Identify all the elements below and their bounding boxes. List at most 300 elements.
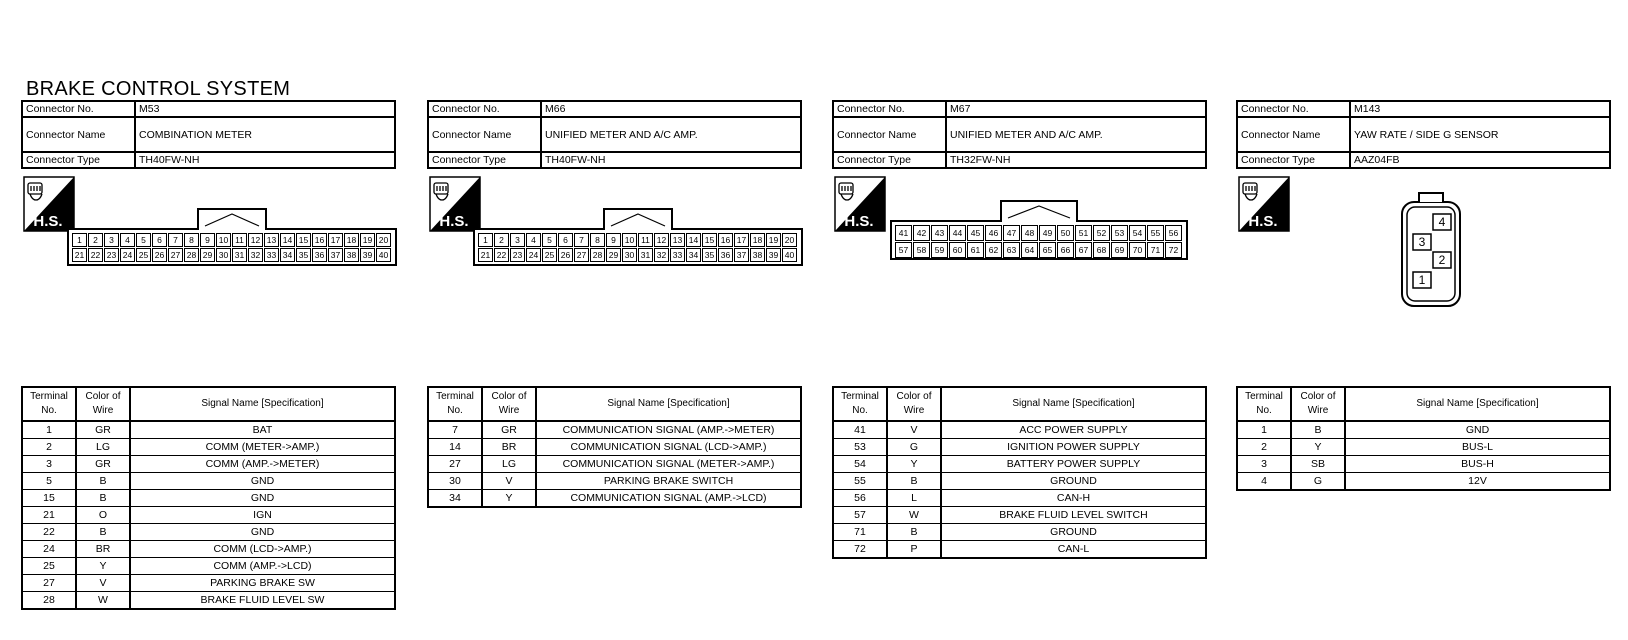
signal-name: PARKING BRAKE SW <box>130 575 395 592</box>
terminal-pin: 1 <box>478 233 493 247</box>
info-value-name: COMBINATION METER <box>135 117 395 152</box>
terminal-no: 27 <box>428 456 482 473</box>
header-terminal: Terminal No. <box>428 387 482 421</box>
signal-name: ACC POWER SUPPLY <box>941 421 1206 439</box>
harness-side-icon <box>23 176 75 232</box>
table-row <box>1237 456 1610 473</box>
sensor-pin-label: 2 <box>1438 253 1446 267</box>
terminal-pin: 13 <box>670 233 685 247</box>
connector-lock <box>197 208 267 230</box>
info-value-name: UNIFIED METER AND A/C AMP. <box>946 117 1206 152</box>
terminal-no: 7 <box>428 421 482 439</box>
wire-color: P <box>887 541 941 559</box>
sensor-pin-label: 4 <box>1438 215 1446 229</box>
terminal-pin: 5 <box>136 233 151 247</box>
header-color: Color of Wire <box>887 387 941 421</box>
table-row <box>22 421 395 439</box>
terminal-pin: 32 <box>248 248 263 262</box>
table-row <box>22 456 395 473</box>
terminal-pin: 10 <box>622 233 637 247</box>
lock-triangle-icon <box>1002 202 1076 220</box>
terminal-pin: 27 <box>168 248 183 262</box>
terminal-no: 2 <box>1237 439 1291 456</box>
signal-name: BRAKE FLUID LEVEL SWITCH <box>941 507 1206 524</box>
terminal-pin: 66 <box>1057 242 1074 258</box>
table-row <box>428 490 801 508</box>
terminal-pin: 39 <box>360 248 375 262</box>
hs-label: H.S. <box>33 213 63 230</box>
terminal-no: 41 <box>833 421 887 439</box>
terminal-no: 53 <box>833 439 887 456</box>
terminal-signal-table <box>21 386 396 610</box>
info-label: Connector No. <box>428 101 541 117</box>
terminal-pin: 21 <box>478 248 493 262</box>
header-terminal: Terminal No. <box>833 387 887 421</box>
terminal-pin: 22 <box>494 248 509 262</box>
terminal-pin: 7 <box>574 233 589 247</box>
terminal-pin: 12 <box>654 233 669 247</box>
connector-lock <box>1000 200 1078 222</box>
wire-color: L <box>887 490 941 507</box>
terminal-pin: 30 <box>216 248 231 262</box>
terminal-pin: 34 <box>686 248 701 262</box>
table-row <box>1237 473 1610 491</box>
terminal-no: 2 <box>22 439 76 456</box>
terminal-pin: 26 <box>152 248 167 262</box>
terminal-pin: 35 <box>296 248 311 262</box>
terminal-pin: 5 <box>542 233 557 247</box>
terminal-pin: 34 <box>280 248 295 262</box>
signal-name: BRAKE FLUID LEVEL SW <box>130 592 395 610</box>
wire-color: V <box>482 473 536 490</box>
header-signal: Signal Name [Specification] <box>941 387 1206 421</box>
terminal-no: 15 <box>22 490 76 507</box>
terminal-pin: 10 <box>216 233 231 247</box>
info-value-no: M67 <box>946 101 1206 117</box>
info-label: Connector Type <box>1237 152 1350 168</box>
terminal-pin: 27 <box>574 248 589 262</box>
info-value-type: TH40FW-NH <box>541 152 801 168</box>
lock-triangle-icon <box>199 210 265 228</box>
table-row <box>833 456 1206 473</box>
terminal-pin: 3 <box>104 233 119 247</box>
terminal-pin: 33 <box>670 248 685 262</box>
terminal-no: 55 <box>833 473 887 490</box>
terminal-pin: 67 <box>1075 242 1092 258</box>
terminal-pin: 22 <box>88 248 103 262</box>
table-row <box>22 592 395 610</box>
table-row <box>833 541 1206 559</box>
terminal-no: 25 <box>22 558 76 575</box>
terminal-pin: 44 <box>949 225 966 241</box>
terminal-pin: 48 <box>1021 225 1038 241</box>
terminal-no: 54 <box>833 456 887 473</box>
table-row <box>833 473 1206 490</box>
terminal-pin: 17 <box>734 233 749 247</box>
sensor-connector-face <box>1399 190 1463 308</box>
terminal-no: 21 <box>22 507 76 524</box>
connector-face <box>67 228 397 266</box>
signal-name: IGN <box>130 507 395 524</box>
terminal-pin: 40 <box>782 248 797 262</box>
hs-label: H.S. <box>439 213 469 230</box>
info-label: Connector Type <box>428 152 541 168</box>
wire-color: B <box>1291 421 1345 439</box>
terminal-pin: 20 <box>782 233 797 247</box>
terminal-pin: 26 <box>558 248 573 262</box>
table-row <box>22 541 395 558</box>
wire-color: W <box>76 592 130 610</box>
signal-name: CAN-H <box>941 490 1206 507</box>
connector-block-m66 <box>427 100 802 504</box>
signal-name: COMMUNICATION SIGNAL (AMP.->LCD) <box>536 490 801 508</box>
connector-diagram <box>832 176 1207 555</box>
signal-name: COMM (AMP.->METER) <box>130 456 395 473</box>
terminal-pin: 20 <box>376 233 391 247</box>
info-label: Connector No. <box>1237 101 1350 117</box>
wire-color: B <box>887 473 941 490</box>
table-row <box>833 490 1206 507</box>
terminal-pin: 28 <box>184 248 199 262</box>
table-row <box>1237 439 1610 456</box>
connector-block-m53 <box>21 100 396 606</box>
terminal-pin: 31 <box>638 248 653 262</box>
signal-name: COMMUNICATION SIGNAL (LCD->AMP.) <box>536 439 801 456</box>
terminal-pin: 71 <box>1147 242 1164 258</box>
connector-info-table <box>832 100 1207 169</box>
wire-color: G <box>887 439 941 456</box>
terminal-pin: 52 <box>1093 225 1110 241</box>
hs-label: H.S. <box>1248 213 1278 230</box>
table-row <box>428 456 801 473</box>
terminal-pin: 3 <box>510 233 525 247</box>
terminal-pin: 8 <box>590 233 605 247</box>
wire-color: O <box>76 507 130 524</box>
header-color: Color of Wire <box>482 387 536 421</box>
table-row <box>428 473 801 490</box>
terminal-pin: 32 <box>654 248 669 262</box>
terminal-pin: 41 <box>895 225 912 241</box>
terminal-pin: 63 <box>1003 242 1020 258</box>
terminal-no: 28 <box>22 592 76 610</box>
wire-color: BR <box>76 541 130 558</box>
terminal-pin: 49 <box>1039 225 1056 241</box>
wire-color: Y <box>76 558 130 575</box>
signal-name: BUS-H <box>1345 456 1610 473</box>
terminal-pin: 42 <box>913 225 930 241</box>
terminal-no: 22 <box>22 524 76 541</box>
wire-color: GR <box>482 421 536 439</box>
table-row <box>22 558 395 575</box>
terminal-signal-table <box>1236 386 1611 491</box>
terminal-pin: 43 <box>931 225 948 241</box>
signal-name: COMMUNICATION SIGNAL (METER->AMP.) <box>536 456 801 473</box>
sensor-pin-label: 1 <box>1418 273 1426 287</box>
terminal-pin: 68 <box>1093 242 1110 258</box>
header-signal: Signal Name [Specification] <box>536 387 801 421</box>
terminal-pin: 31 <box>232 248 247 262</box>
wire-color: LG <box>482 456 536 473</box>
terminal-pin: 47 <box>1003 225 1020 241</box>
terminal-pin: 38 <box>344 248 359 262</box>
info-label: Connector No. <box>833 101 946 117</box>
terminal-pin: 18 <box>344 233 359 247</box>
header-terminal: Terminal No. <box>1237 387 1291 421</box>
terminal-pin: 46 <box>985 225 1002 241</box>
pin-row <box>895 225 1183 241</box>
signal-name: COMMUNICATION SIGNAL (AMP.->METER) <box>536 421 801 439</box>
signal-name: GND <box>1345 421 1610 439</box>
signal-name: GROUND <box>941 473 1206 490</box>
signal-name: IGNITION POWER SUPPLY <box>941 439 1206 456</box>
terminal-pin: 14 <box>686 233 701 247</box>
terminal-pin: 70 <box>1129 242 1146 258</box>
terminal-pin: 9 <box>200 233 215 247</box>
terminal-pin: 72 <box>1165 242 1182 258</box>
terminal-pin: 35 <box>702 248 717 262</box>
table-row <box>833 421 1206 439</box>
hs-label: H.S. <box>844 213 874 230</box>
terminal-pin: 51 <box>1075 225 1092 241</box>
terminal-pin: 1 <box>72 233 87 247</box>
terminal-pin: 8 <box>184 233 199 247</box>
terminal-pin: 55 <box>1147 225 1164 241</box>
connector-diagram <box>21 176 396 606</box>
terminal-no: 24 <box>22 541 76 558</box>
info-label: Connector Name <box>833 117 946 152</box>
connector-diagram <box>1236 176 1611 487</box>
terminal-no: 14 <box>428 439 482 456</box>
signal-name: 12V <box>1345 473 1610 491</box>
table-row <box>22 507 395 524</box>
terminal-pin: 45 <box>967 225 984 241</box>
table-row <box>833 507 1206 524</box>
wire-color: B <box>76 473 130 490</box>
signal-name: BUS-L <box>1345 439 1610 456</box>
terminal-pin: 56 <box>1165 225 1182 241</box>
terminal-pin: 16 <box>312 233 327 247</box>
wire-color: Y <box>887 456 941 473</box>
table-row <box>833 524 1206 541</box>
info-label: Connector Name <box>22 117 135 152</box>
terminal-pin: 29 <box>606 248 621 262</box>
wire-color: Y <box>1291 439 1345 456</box>
signal-name: CAN-L <box>941 541 1206 559</box>
terminal-pin: 29 <box>200 248 215 262</box>
info-label: Connector No. <box>22 101 135 117</box>
header-signal: Signal Name [Specification] <box>1345 387 1610 421</box>
signal-name: COMM (LCD->AMP.) <box>130 541 395 558</box>
terminal-pin: 4 <box>526 233 541 247</box>
terminal-pin: 33 <box>264 248 279 262</box>
terminal-pin: 37 <box>734 248 749 262</box>
terminal-pin: 24 <box>120 248 135 262</box>
terminal-pin: 4 <box>120 233 135 247</box>
header-signal: Signal Name [Specification] <box>130 387 395 421</box>
sensor-pin-label: 3 <box>1418 235 1426 249</box>
terminal-pin: 59 <box>931 242 948 258</box>
signal-name: GND <box>130 524 395 541</box>
table-row <box>22 524 395 541</box>
terminal-no: 30 <box>428 473 482 490</box>
terminal-pin: 57 <box>895 242 912 258</box>
connector-diagram <box>427 176 802 504</box>
pin-row <box>478 248 798 262</box>
wire-color: GR <box>76 456 130 473</box>
table-row <box>428 421 801 439</box>
terminal-no: 1 <box>1237 421 1291 439</box>
info-label: Connector Type <box>22 152 135 168</box>
wire-color: BR <box>482 439 536 456</box>
terminal-pin: 36 <box>718 248 733 262</box>
info-value-type: TH32FW-NH <box>946 152 1206 168</box>
connector-info-table <box>21 100 396 169</box>
terminal-pin: 13 <box>264 233 279 247</box>
wire-color: SB <box>1291 456 1345 473</box>
terminal-pin: 6 <box>558 233 573 247</box>
terminal-pin: 40 <box>376 248 391 262</box>
terminal-no: 71 <box>833 524 887 541</box>
info-value-no: M143 <box>1350 101 1610 117</box>
info-label: Connector Name <box>428 117 541 152</box>
harness-side-icon <box>834 176 886 232</box>
terminal-pin: 16 <box>718 233 733 247</box>
pin-row <box>478 233 798 247</box>
signal-name: BATTERY POWER SUPPLY <box>941 456 1206 473</box>
signal-name: GND <box>130 473 395 490</box>
connector-info-table <box>427 100 802 169</box>
terminal-pin: 17 <box>328 233 343 247</box>
pin-row <box>72 248 392 262</box>
terminal-no: 72 <box>833 541 887 559</box>
terminal-pin: 19 <box>360 233 375 247</box>
table-row <box>833 439 1206 456</box>
wire-color: V <box>76 575 130 592</box>
terminal-pin: 7 <box>168 233 183 247</box>
terminal-pin: 11 <box>232 233 247 247</box>
terminal-pin: 23 <box>510 248 525 262</box>
terminal-pin: 2 <box>88 233 103 247</box>
wire-color: B <box>887 524 941 541</box>
terminal-pin: 50 <box>1057 225 1074 241</box>
terminal-no: 57 <box>833 507 887 524</box>
info-label: Connector Type <box>833 152 946 168</box>
terminal-no: 27 <box>22 575 76 592</box>
terminal-pin: 6 <box>152 233 167 247</box>
terminal-pin: 11 <box>638 233 653 247</box>
table-row <box>22 439 395 456</box>
info-value-name: UNIFIED METER AND A/C AMP. <box>541 117 801 152</box>
table-row <box>22 575 395 592</box>
wire-color: LG <box>76 439 130 456</box>
terminal-pin: 23 <box>104 248 119 262</box>
terminal-pin: 9 <box>606 233 621 247</box>
harness-side-icon <box>429 176 481 232</box>
terminal-pin: 15 <box>702 233 717 247</box>
table-row <box>22 473 395 490</box>
terminal-signal-table <box>832 386 1207 559</box>
connector-info-table <box>1236 100 1611 169</box>
lock-triangle-icon <box>605 210 671 228</box>
signal-name: GND <box>130 490 395 507</box>
wire-color: W <box>887 507 941 524</box>
connector-face <box>473 228 803 266</box>
terminal-pin: 2 <box>494 233 509 247</box>
info-value-no: M66 <box>541 101 801 117</box>
terminal-pin: 38 <box>750 248 765 262</box>
terminal-pin: 69 <box>1111 242 1128 258</box>
terminal-pin: 39 <box>766 248 781 262</box>
connector-lock <box>603 208 673 230</box>
signal-name: COMM (AMP.->LCD) <box>130 558 395 575</box>
wire-color: V <box>887 421 941 439</box>
table-row <box>428 439 801 456</box>
info-value-type: TH40FW-NH <box>135 152 395 168</box>
terminal-pin: 25 <box>542 248 557 262</box>
wire-color: GR <box>76 421 130 439</box>
header-color: Color of Wire <box>1291 387 1345 421</box>
terminal-pin: 18 <box>750 233 765 247</box>
signal-name: GROUND <box>941 524 1206 541</box>
terminal-no: 34 <box>428 490 482 508</box>
pin-row <box>72 233 392 247</box>
terminal-pin: 58 <box>913 242 930 258</box>
terminal-no: 56 <box>833 490 887 507</box>
pin-row <box>895 242 1183 258</box>
connector-face <box>890 220 1188 260</box>
connector-block-m143 <box>1236 100 1611 487</box>
wire-color: B <box>76 490 130 507</box>
connector-block-m67 <box>832 100 1207 555</box>
terminal-pin: 54 <box>1129 225 1146 241</box>
terminal-pin: 36 <box>312 248 327 262</box>
terminal-no: 4 <box>1237 473 1291 491</box>
harness-side-icon <box>1238 176 1290 232</box>
terminal-pin: 15 <box>296 233 311 247</box>
info-value-no: M53 <box>135 101 395 117</box>
info-value-name: YAW RATE / SIDE G SENSOR <box>1350 117 1610 152</box>
terminal-pin: 61 <box>967 242 984 258</box>
terminal-pin: 37 <box>328 248 343 262</box>
info-label: Connector Name <box>1237 117 1350 152</box>
terminal-pin: 60 <box>949 242 966 258</box>
terminal-no: 1 <box>22 421 76 439</box>
signal-name: COMM (METER->AMP.) <box>130 439 395 456</box>
terminal-pin: 53 <box>1111 225 1128 241</box>
page-title: BRAKE CONTROL SYSTEM <box>26 78 291 100</box>
header-color: Color of Wire <box>76 387 130 421</box>
terminal-no: 5 <box>22 473 76 490</box>
wire-color: Y <box>482 490 536 508</box>
info-value-type: AAZ04FB <box>1350 152 1610 168</box>
terminal-pin: 28 <box>590 248 605 262</box>
terminal-pin: 65 <box>1039 242 1056 258</box>
terminal-pin: 19 <box>766 233 781 247</box>
terminal-pin: 25 <box>136 248 151 262</box>
terminal-pin: 62 <box>985 242 1002 258</box>
terminal-pin: 64 <box>1021 242 1038 258</box>
wire-color: G <box>1291 473 1345 491</box>
terminal-pin: 30 <box>622 248 637 262</box>
header-terminal: Terminal No. <box>22 387 76 421</box>
terminal-pin: 12 <box>248 233 263 247</box>
terminal-signal-table <box>427 386 802 508</box>
signal-name: PARKING BRAKE SWITCH <box>536 473 801 490</box>
table-row <box>1237 421 1610 439</box>
terminal-pin: 14 <box>280 233 295 247</box>
terminal-no: 3 <box>1237 456 1291 473</box>
table-row <box>22 490 395 507</box>
